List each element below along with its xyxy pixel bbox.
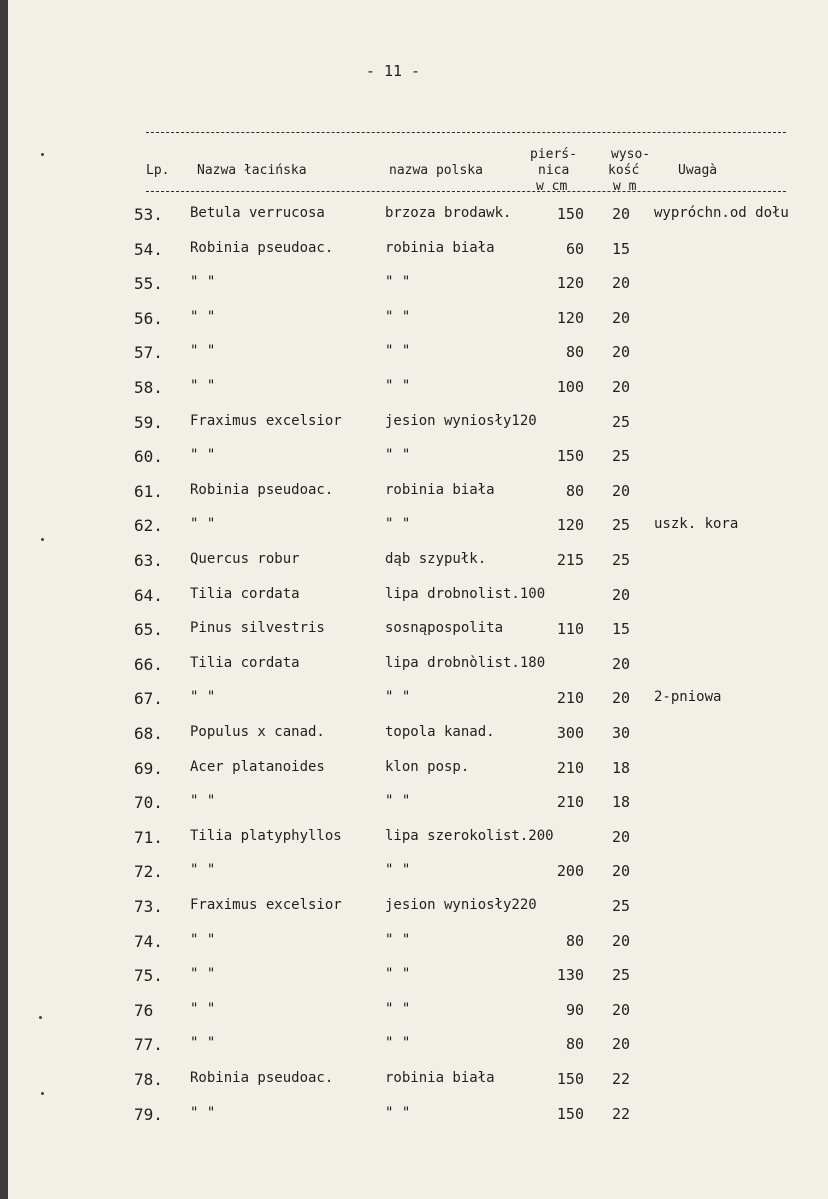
polish-name: robinia biała <box>385 1070 495 1086</box>
scan-speck <box>41 1092 44 1095</box>
row-number: 79. <box>134 1104 163 1124</box>
latin-name: Pinus silvestris <box>190 620 325 637</box>
latin-name: " " <box>190 1000 216 1017</box>
latin-name: Robinia pseudoac. <box>190 1070 334 1086</box>
latin-name: Populus x canad. <box>190 724 325 740</box>
row-number: 55. <box>134 274 163 294</box>
row-number: 61. <box>134 481 163 501</box>
table-row <box>8 551 828 585</box>
girth-value: 150 <box>556 205 584 223</box>
row-number: 53. <box>134 205 163 224</box>
table-row <box>8 378 828 412</box>
girth-value: 60 <box>565 239 584 258</box>
table-row <box>8 862 828 896</box>
height-value: 22 <box>612 1070 631 1088</box>
height-value: 25 <box>612 412 631 431</box>
girth-value: 150 <box>556 1070 584 1088</box>
table-row <box>8 759 828 793</box>
height-value: 18 <box>612 793 631 812</box>
table-header-rule <box>146 191 786 192</box>
row-number: 64. <box>134 585 163 605</box>
latin-name: Robinia pseudoac. <box>190 239 334 256</box>
table-row <box>8 309 828 343</box>
latin-name: " " <box>190 378 216 394</box>
height-value: 20 <box>612 1000 631 1019</box>
height-value: 25 <box>612 966 631 985</box>
header-lp: Lp. <box>146 163 170 178</box>
polish-name: " " <box>385 966 411 983</box>
height-value: 22 <box>612 1104 631 1123</box>
latin-name: " " <box>190 931 216 948</box>
latin-name: " " <box>190 862 216 879</box>
girth-value: 210 <box>556 758 584 777</box>
table-row <box>8 724 828 758</box>
row-number: 60. <box>134 447 163 467</box>
latin-name: " " <box>190 689 216 706</box>
girth-value: 120 <box>556 516 584 535</box>
polish-name: " " <box>385 1035 411 1052</box>
table-row <box>8 1035 828 1069</box>
girth-value: 215 <box>556 551 584 569</box>
height-value: 20 <box>612 1035 631 1054</box>
height-value: 20 <box>612 654 631 673</box>
row-number: 70. <box>134 793 163 813</box>
row-number: 73. <box>134 897 163 916</box>
polish-name: " " <box>385 862 411 879</box>
header-height-line1: wyso- <box>611 147 651 162</box>
row-number: 68. <box>134 724 163 743</box>
polish-name: sosnąpospolita <box>385 620 504 637</box>
height-value: 20 <box>612 931 631 950</box>
table-row <box>8 240 828 274</box>
polish-name: klon posp. <box>385 758 470 775</box>
table-row <box>8 343 828 377</box>
height-value: 20 <box>612 308 631 327</box>
polish-name: lipa szerokolist.200 <box>385 827 554 844</box>
girth-value: 150 <box>556 1104 584 1123</box>
girth-value: 120 <box>556 274 584 293</box>
polish-name: " " <box>385 931 411 948</box>
row-number: 62. <box>134 516 163 536</box>
row-number: 69. <box>134 758 163 778</box>
row-number: 56. <box>134 308 163 328</box>
table-top-rule <box>146 132 786 133</box>
height-value: 20 <box>612 205 631 223</box>
table-row <box>8 482 828 516</box>
latin-name: " " <box>190 793 216 810</box>
polish-name: " " <box>385 1104 411 1121</box>
polish-name: topola kanad. <box>385 724 495 740</box>
girth-value: 200 <box>556 862 584 881</box>
row-number: 72. <box>134 862 163 882</box>
girth-value: 100 <box>556 378 584 396</box>
header-height-line2: kość <box>608 163 640 178</box>
girth-value: 210 <box>556 793 584 812</box>
row-number: 59. <box>134 412 163 432</box>
latin-name: " " <box>190 308 216 325</box>
height-value: 30 <box>612 724 631 742</box>
header-notes: Uwagà <box>678 163 718 178</box>
polish-name: dąb szypułk. <box>385 551 487 567</box>
polish-name: " " <box>385 516 411 533</box>
height-value: 15 <box>612 239 631 258</box>
latin-name: Tilia cordata <box>190 585 300 602</box>
note-text: wypróchn.od dołu <box>654 205 789 221</box>
polish-name: lipa drobnolist.100 <box>385 585 546 602</box>
latin-name: Robinia pseudoac. <box>190 481 334 498</box>
latin-name: " " <box>190 274 216 291</box>
girth-value: 110 <box>556 620 584 639</box>
girth-value: 150 <box>556 447 584 466</box>
latin-name: Quercus robur <box>190 551 300 567</box>
table-row <box>8 413 828 447</box>
height-value: 18 <box>612 758 631 777</box>
document-page <box>8 0 828 1199</box>
table-row <box>8 932 828 966</box>
table-row <box>8 689 828 723</box>
table-row <box>8 966 828 1000</box>
latin-name: " " <box>190 966 216 983</box>
row-number: 75. <box>134 966 163 986</box>
latin-name: Acer platanoides <box>190 758 325 775</box>
latin-name: Tilia cordata <box>190 654 300 671</box>
polish-name: " " <box>385 793 411 810</box>
table-row <box>8 1001 828 1035</box>
header-girth-line1: pierś- <box>530 147 577 162</box>
latin-name: " " <box>190 1104 216 1121</box>
table-row <box>8 620 828 654</box>
row-number: 78. <box>134 1070 163 1089</box>
header-girth-line3: w cm <box>536 179 568 194</box>
table-row <box>8 516 828 550</box>
girth-value: 120 <box>556 308 584 327</box>
polish-name: robinia biała <box>385 481 495 498</box>
polish-name: brzoza brodawk. <box>385 205 512 221</box>
row-number: 67. <box>134 689 163 709</box>
table-row <box>8 1070 828 1104</box>
table-row <box>8 274 828 308</box>
height-value: 25 <box>612 551 631 569</box>
table-row <box>8 828 828 862</box>
latin-name: Fraximus excelsior <box>190 897 342 913</box>
polish-name: lipa drobnòlist.180 <box>385 654 546 671</box>
scan-speck <box>41 538 44 541</box>
row-number: 57. <box>134 343 163 363</box>
polish-name: jesion wyniosły220 <box>385 897 537 913</box>
note-text: uszk. kora <box>654 516 739 533</box>
latin-name: " " <box>190 343 216 360</box>
girth-value: 80 <box>565 481 584 500</box>
polish-name: jesion wyniosły120 <box>385 412 537 429</box>
row-number: 63. <box>134 551 163 570</box>
height-value: 20 <box>612 343 631 362</box>
header-girth-line2: nica <box>538 163 570 178</box>
scan-speck <box>39 1016 42 1019</box>
girth-value: 90 <box>565 1000 584 1019</box>
latin-name: " " <box>190 516 216 533</box>
polish-name: robinia biała <box>385 239 495 256</box>
polish-name: " " <box>385 447 411 464</box>
row-number: 58. <box>134 378 163 397</box>
table-row <box>8 1105 828 1139</box>
height-value: 20 <box>612 585 631 604</box>
height-value: 25 <box>612 447 631 466</box>
girth-value: 80 <box>565 1035 584 1054</box>
row-number: 71. <box>134 827 163 847</box>
polish-name: " " <box>385 274 411 291</box>
table-row <box>8 655 828 689</box>
height-value: 20 <box>612 274 631 293</box>
latin-name: " " <box>190 1035 216 1052</box>
girth-value: 210 <box>556 689 584 708</box>
latin-name: Fraximus excelsior <box>190 412 342 429</box>
table-row <box>8 586 828 620</box>
row-number: 76 <box>134 1000 154 1020</box>
page-number: - 11 - <box>365 62 421 80</box>
height-value: 25 <box>612 897 631 915</box>
height-value: 20 <box>612 689 631 708</box>
row-number: 77. <box>134 1035 163 1055</box>
table-row <box>8 447 828 481</box>
girth-value: 130 <box>556 966 584 985</box>
height-value: 20 <box>612 827 631 846</box>
girth-value: 80 <box>565 931 584 950</box>
height-value: 20 <box>612 481 631 500</box>
girth-value: 300 <box>556 724 584 742</box>
girth-value: 80 <box>565 343 584 362</box>
polish-name: " " <box>385 1000 411 1017</box>
polish-name: " " <box>385 308 411 325</box>
scan-speck <box>41 153 44 156</box>
polish-name: " " <box>385 343 411 360</box>
height-value: 20 <box>612 862 631 881</box>
row-number: 54. <box>134 239 163 259</box>
row-number: 74. <box>134 931 163 951</box>
polish-name: " " <box>385 378 411 394</box>
table-row <box>8 897 828 931</box>
row-number: 66. <box>134 654 163 674</box>
header-polish-name: nazwa polska <box>389 163 483 178</box>
latin-name: Tilia platyphyllos <box>190 827 342 844</box>
height-value: 25 <box>612 516 631 535</box>
latin-name: " " <box>190 447 216 464</box>
polish-name: " " <box>385 689 411 706</box>
table-row <box>8 793 828 827</box>
latin-name: Betula verrucosa <box>190 205 325 221</box>
header-latin-name: Nazwa łacińska <box>197 163 307 178</box>
row-number: 65. <box>134 620 163 640</box>
note-text: 2-pniowa <box>654 689 722 706</box>
table-row <box>8 205 828 239</box>
header-height-line3: w m <box>613 179 637 194</box>
height-value: 20 <box>612 378 631 396</box>
height-value: 15 <box>612 620 631 639</box>
